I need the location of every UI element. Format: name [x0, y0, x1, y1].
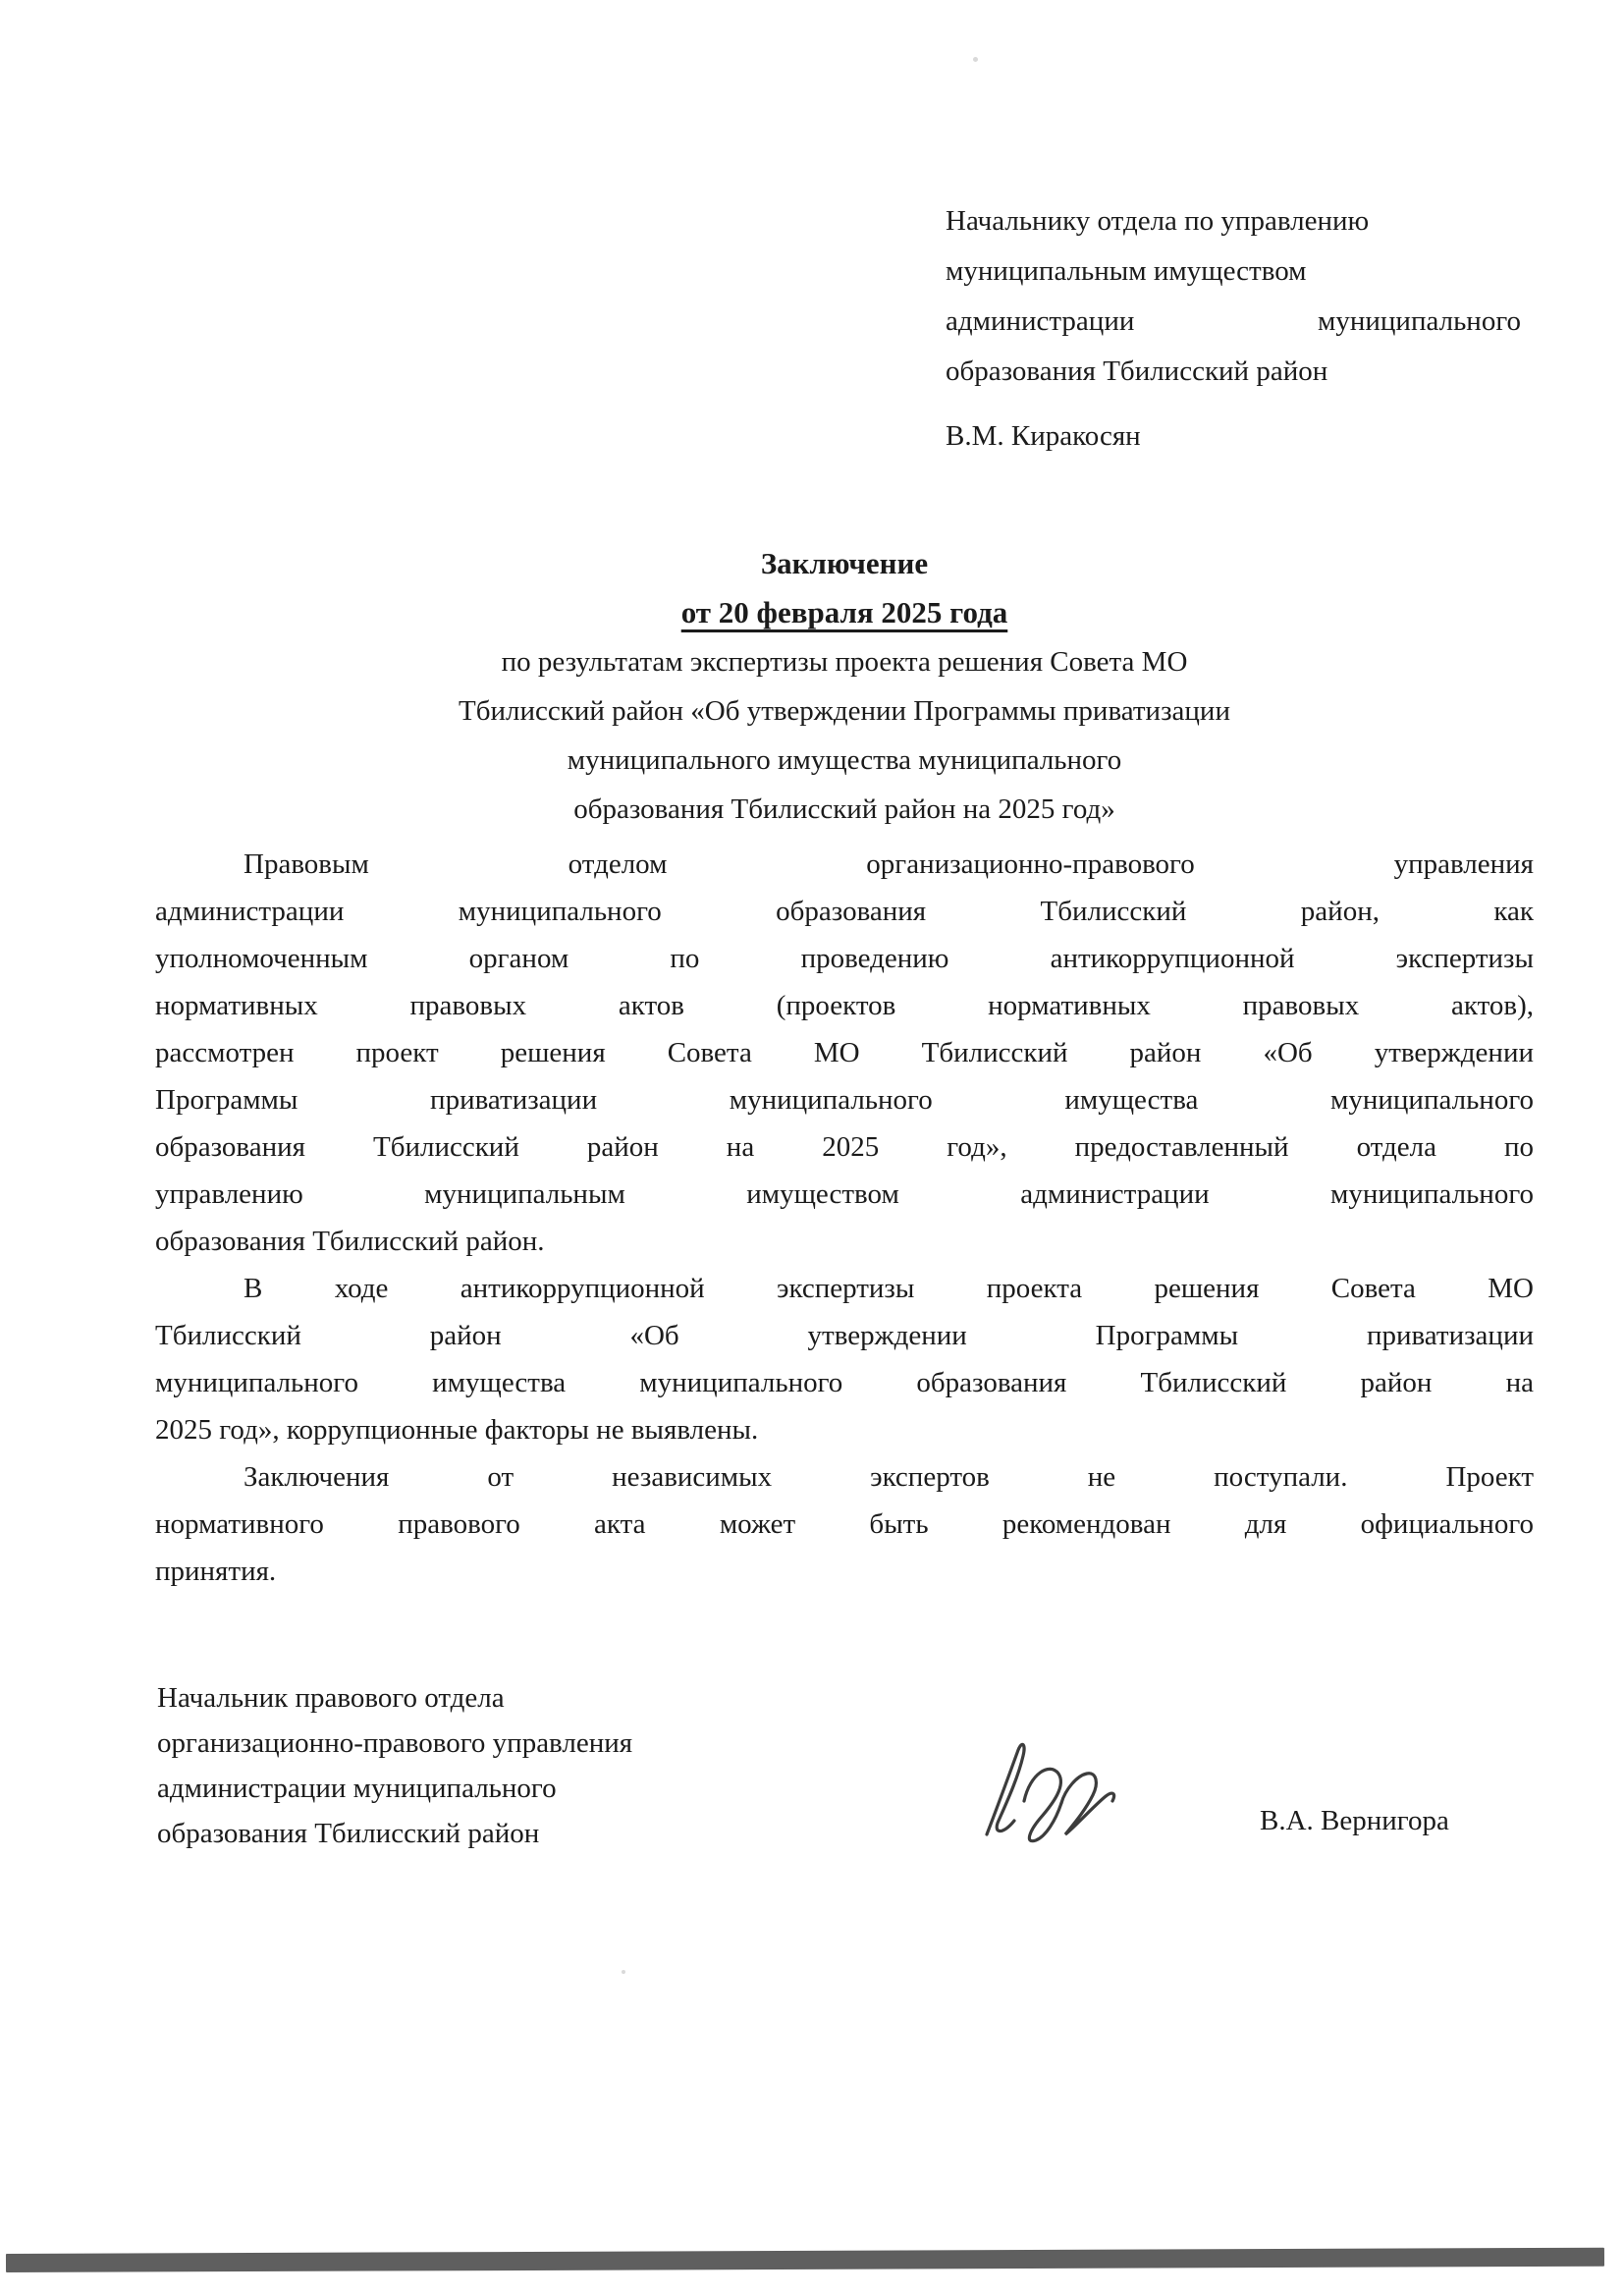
signer-title-line: организационно-правового управления: [157, 1727, 633, 1759]
recipient-name: В.М. Киракосян: [946, 420, 1141, 452]
document-heading: [155, 539, 1534, 834]
recipient-line: Начальнику отдела по управлению: [946, 205, 1370, 237]
paragraph: [155, 1453, 1534, 1595]
body-line: уполномоченным органом по проведению антикоррупционной экспертизы: [155, 943, 1534, 974]
body-line: нормативного правового акта может быть рекомендован для официального: [155, 1508, 1534, 1540]
body-line: 2025 год», коррупционные факторы не выявлены.: [155, 1414, 759, 1446]
body-line: Правовым отделом организационно-правового управления: [244, 848, 1534, 880]
recipient-line: муниципальным имуществом: [946, 255, 1307, 287]
body-line: управлению муниципальным имуществом администрации муниципального: [155, 1178, 1534, 1210]
body-line: Тбилисский район «Об утверждении Программы приватизации: [155, 1320, 1534, 1351]
body-line: администрации муниципального образования Тбилисский район, как: [155, 896, 1534, 927]
signer-name: В.А. Вернигора: [1260, 1805, 1449, 1836]
signer-title-line: Начальник правового отдела: [157, 1682, 505, 1714]
handwritten-signature-icon: [967, 1738, 1149, 1856]
document-date: от 20 февраля 2025 года: [680, 595, 1008, 629]
signer-title-line: администрации муниципального: [157, 1773, 557, 1804]
scan-speck: [622, 1970, 625, 1974]
body-line: образования Тбилисский район.: [155, 1226, 545, 1257]
body-line: рассмотрен проект решения Совета МО Тбилисский район «Об утверждении: [155, 1037, 1534, 1068]
body-line: нормативных правовых актов (проектов нормативных правовых актов),: [155, 990, 1534, 1021]
body-line: образования Тбилисский район на 2025 год», предоставленный отдела по: [155, 1131, 1534, 1163]
recipient-line: администрации муниципального: [946, 305, 1521, 337]
recipient-line: образования Тбилисский район: [946, 355, 1328, 387]
document-subtitle-line: образования Тбилисский район на 2025 год»: [573, 793, 1115, 825]
document-title: Заключение: [760, 546, 929, 580]
scan-artifact-bar: [6, 2248, 1604, 2272]
recipient-block: [946, 196, 1521, 462]
body-line: В ходе антикоррупционной экспертизы проекта решения Совета МО: [244, 1273, 1534, 1304]
scan-speck: [973, 57, 978, 62]
paragraph: [155, 841, 1534, 1265]
document-subtitle-line: Тбилисский район «Об утверждении Программы приватизации: [459, 695, 1230, 727]
body-line: принятия.: [155, 1556, 277, 1587]
signer-title-block: [157, 1675, 785, 1856]
paragraph: [155, 1265, 1534, 1453]
document-body: [155, 841, 1534, 1595]
document-subtitle-line: по результатам экспертизы проекта решения Совета МО: [501, 646, 1188, 678]
signer-title-line: образования Тбилисский район: [157, 1818, 540, 1849]
document-subtitle-line: муниципального имущества муниципального: [567, 744, 1122, 776]
body-line: Программы приватизации муниципального имущества муниципального: [155, 1084, 1534, 1116]
body-line: Заключения от независимых экспертов не поступали. Проект: [244, 1461, 1534, 1493]
body-line: муниципального имущества муниципального образования Тбилисский район на: [155, 1367, 1534, 1398]
